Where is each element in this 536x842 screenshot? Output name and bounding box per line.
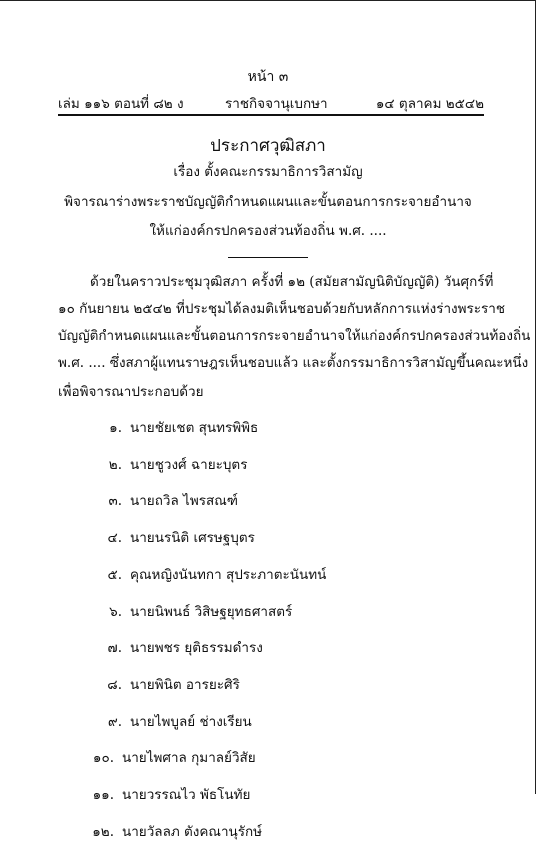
member-number: ๑.	[109, 420, 122, 436]
body-line-1: ด้วยในคราวประชุมวุฒิสภา ครั้งที่ ๑๒ (สมัยสามัญนิติบัญญัติ) วันศุกร์ที่	[90, 274, 494, 290]
member-name: นายไพบูลย์ ช่างเรียน	[130, 713, 252, 730]
member-number: ๑๐.	[92, 750, 114, 767]
list-item	[80, 453, 247, 475]
member-name: คุณหญิงนันทกา สุประภาตะนันทน์	[130, 566, 327, 583]
body-line-4: พ.ศ. .... ซึ่งสภาผู้แทนราษฎรเห็นชอบแล้ว และตั้งกรรมาธิการวิสามัญขึ้นคณะหนึ่ง	[58, 355, 529, 371]
list-item	[72, 783, 250, 805]
page-border-top	[0, 0, 536, 1]
member-name: นายนิพนธ์ วิสิษฐยุทธศาสตร์	[130, 603, 293, 620]
list-item	[72, 746, 256, 768]
member-number: ๗.	[107, 640, 122, 657]
gazette-header	[58, 92, 484, 112]
list-item	[72, 820, 262, 842]
member-number: ๑๒.	[92, 823, 114, 840]
member-name: นายวรรณไว พัธโนทัย	[122, 787, 251, 803]
list-item	[80, 563, 326, 585]
body-line-3: บัญญัติกำหนดแผนและขั้นตอนการกระจายอำนาจให้แก่องค์กรปกครองส่วนท้องถิ่น	[58, 328, 531, 344]
announcement-title: ประกาศวุฒิสภา	[210, 136, 326, 156]
member-name: นายนรนิติ เศรษฐบุตร	[130, 530, 255, 547]
body-line-2: ๑๐ กันยายน ๒๕๔๒ ที่ประชุมได้ลงมติเห็นชอบด้วยกับหลักการแห่งร่างพระราช	[58, 301, 506, 317]
member-name: นายถวิล ไพรสณฑ์	[130, 493, 238, 510]
publication-date: ๑๔ ตุลาคม ๒๕๔๒	[375, 96, 484, 112]
member-name: นายพชร ยุติธรรมดำรง	[130, 640, 263, 657]
member-number: ๕.	[107, 566, 122, 583]
member-number: ๒.	[108, 456, 122, 473]
subject-line-3: ให้แก่องค์กรปกครองส่วนท้องถิ่น พ.ศ. ....	[149, 223, 387, 239]
body-line-5: เพื่อพิจารณาประกอบด้วย	[58, 384, 204, 400]
member-name: นายชูวงศ์ ฉายะบุตร	[130, 456, 248, 473]
list-item	[80, 489, 238, 511]
member-number: ๖.	[109, 603, 122, 620]
member-name: นายชัยเชต สุนทรพิพิธ	[130, 420, 259, 436]
member-name: นายไพศาล กุมาลย์วิสัย	[122, 750, 256, 767]
member-number: ๑๑.	[92, 787, 114, 803]
title-divider	[228, 257, 308, 258]
list-item	[80, 416, 258, 438]
list-item	[80, 600, 292, 622]
member-number: ๘.	[107, 676, 122, 693]
list-item	[80, 673, 240, 695]
member-number: ๙.	[107, 713, 122, 730]
member-name: นายวัลลภ ตังคณานุรักษ์	[122, 823, 263, 840]
subject-line-1: เรื่อง ตั้งคณะกรรมาธิการวิสามัญ	[173, 164, 363, 180]
list-item	[80, 636, 263, 658]
list-item	[80, 526, 255, 548]
volume-issue: เล่ม ๑๑๖ ตอนที่ ๘๒ ง	[58, 96, 184, 112]
page-number: หน้า ๓	[247, 69, 289, 85]
gazette-name: ราชกิจจานุเบกษา	[225, 96, 328, 112]
member-name: นายพินิต อารยะศิริ	[130, 676, 240, 693]
subject-line-2: พิจารณาร่างพระราชบัญญัติกำหนดแผนและขั้นตอนการกระจายอำนาจ	[64, 194, 472, 210]
member-number: ๓.	[108, 493, 122, 510]
list-item	[80, 710, 252, 732]
member-number: ๔.	[107, 530, 122, 547]
header-divider	[58, 114, 484, 116]
